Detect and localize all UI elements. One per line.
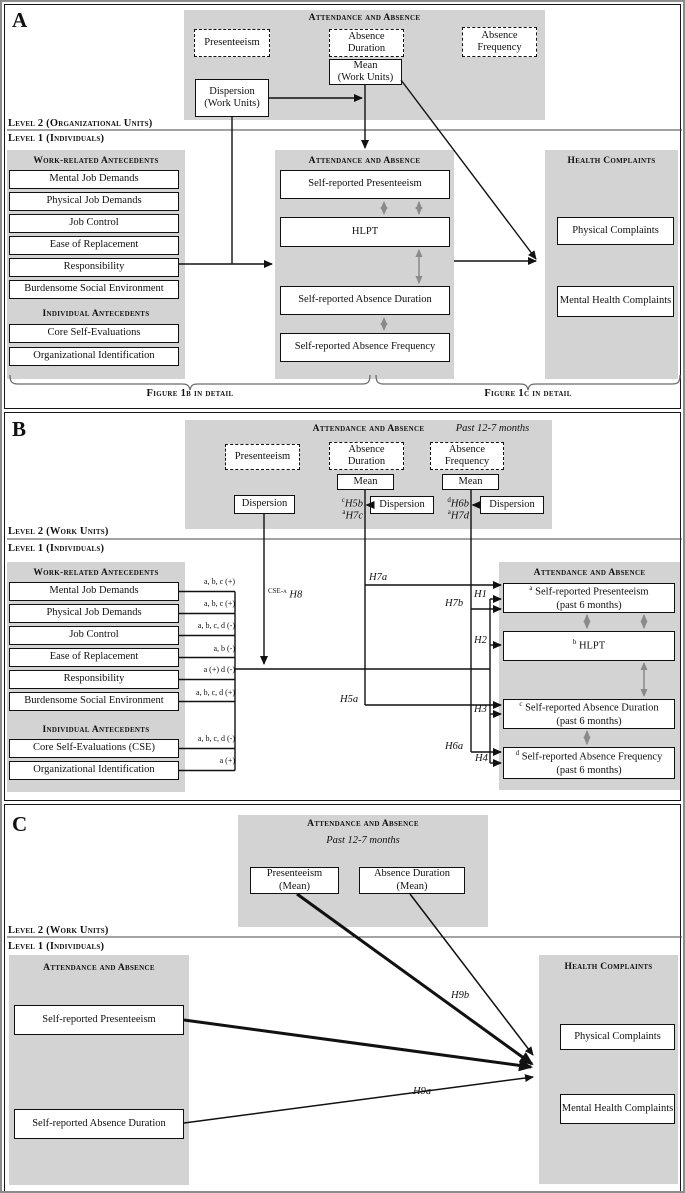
panel-a-level2-group-title: Attendance and Absence [308,13,421,23]
ease-of-replacement-box-b: Ease of Replacement [9,648,179,667]
hypothesis-h7d: $^a$H7d [447,508,469,522]
panel-b-level2-label: Level 2 (Work Units) [8,526,109,537]
hypothesis-h4: H4 [475,753,488,764]
hypothesis-h5b: $^c$H5b [341,496,363,510]
panel-c-label: C [12,812,28,836]
path-label-responsibility: a (+) d (-) [203,665,235,674]
hypothesis-h5a: H5a [340,694,359,705]
hypothesis-h6b: $^d$H6b [447,496,469,510]
physical-job-demands-box-b: Physical Job Demands [9,604,179,623]
panel-c-attendance-group [9,955,189,1185]
path-label-job-control: a, b, c, d (-) [197,621,235,630]
panel-c-attendance-title: Attendance and Absence [43,963,155,973]
physical-complaints-box-c: Physical Complaints [560,1024,675,1050]
job-control-box-b: Job Control [9,626,179,645]
job-control-box: Job Control [9,214,179,233]
hlpt-box-b: $^b$ HLPT [503,631,675,661]
core-self-evaluations-box-b: Core Self-Evaluations (CSE) [9,739,179,758]
caption-figure-1c: Figure 1c in detail [484,388,572,399]
dispersion-work-units-box: Dispersion (Work Units) [195,79,269,117]
path-label-ease: a, b (-) [213,644,235,653]
hypothesis-h7a: H7a [369,572,388,583]
panel-b-level2-title: Attendance and Absence [312,424,425,434]
panel-a-health-group [545,150,678,379]
hypothesis-h7b: H7b [445,598,464,609]
panel-c-health-group [539,955,678,1184]
health-complaints-title-c: Health Complaints [564,962,653,972]
panel-c-level2-title: Attendance and Absence [307,819,419,829]
responsibility-box: Responsibility [9,258,179,277]
absence-duration-latent-box-b: Absence Duration [329,442,404,470]
health-complaints-title: Health Complaints [567,156,656,166]
mental-job-demands-box-b: Mental Job Demands [9,582,179,601]
self-reported-absence-frequency-box-b: $^d$ Self-reported Absence Frequency (past 6 months) [503,747,675,779]
panel-a-level2-label: Level 2 (Organizational Units) [8,118,153,129]
panel-b-label: B [12,417,27,441]
self-reported-absence-frequency-box: Self-reported Absence Frequency [280,333,450,362]
absence-duration-latent-box: Absence Duration [329,29,404,57]
mean-work-units-box: Mean (Work Units) [329,59,402,85]
panel-b-time-note: Past 12-7 months [455,423,530,434]
self-reported-presenteeism-box-b: $^a$ Self-reported Presenteeism (past 6 months) [503,583,675,613]
path-label-cse: a, b, c, d (-) [197,734,235,743]
burdensome-social-environment-box: Burdensome Social Environment [9,280,179,299]
panel-c-time-note: Past 12-7 months [326,835,400,846]
panel-a-label: A [12,8,28,32]
hypothesis-h1: H1 [474,589,487,600]
dispersion-frequency-box: Dispersion [480,496,544,514]
mean-frequency-box: Mean [442,474,499,490]
hypothesis-h9b: H9b [451,990,470,1001]
presenteeism-latent-box: Presenteeism [194,29,270,57]
organizational-identification-box-b: Organizational Identification [9,761,179,780]
path-label-burdensome: a, b, c, d (+) [196,688,235,697]
presenteeism-mean-box: Presenteeism (Mean) [250,867,339,894]
work-antecedents-title-b: Work-related Antecedents [33,568,159,578]
physical-complaints-box: Physical Complaints [557,217,674,245]
burdensome-social-environment-box-b: Burdensome Social Environment [9,692,179,711]
path-label-physical: a, b, c (+) [204,599,235,608]
individual-antecedents-title-b: Individual Antecedents [42,725,150,735]
hypothesis-h8: $^{CSE-a}$ H8 [268,587,303,601]
absence-frequency-latent-box: Absence Frequency [462,27,537,57]
panel-a-attendance-title: Attendance and Absence [308,156,421,166]
panel-a-level1-label: Level 1 (Individuals) [8,133,105,144]
core-self-evaluations-box: Core Self-Evaluations [9,324,179,343]
ease-of-replacement-box: Ease of Replacement [9,236,179,255]
dispersion-duration-box: Dispersion [370,496,434,514]
physical-job-demands-box: Physical Job Demands [9,192,179,211]
organizational-identification-box: Organizational Identification [9,347,179,366]
responsibility-box-b: Responsibility [9,670,179,689]
self-reported-presenteeism-box-c: Self-reported Presenteeism [14,1005,184,1035]
self-reported-absence-duration-box-c: Self-reported Absence Duration [14,1109,184,1139]
self-reported-absence-duration-box: Self-reported Absence Duration [280,286,450,315]
path-label-mental: a, b, c (+) [204,577,235,586]
self-reported-presenteeism-box: Self-reported Presenteeism [280,170,450,199]
path-label-org-id: a (+) [219,756,235,765]
panel-c-level2-label: Level 2 (Work Units) [8,925,109,936]
panel-b-level1-label: Level 1 (Individuals) [8,543,105,554]
panel-c-level1-label: Level 1 (Individuals) [8,941,105,952]
hypothesis-h6a: H6a [445,741,464,752]
mental-health-complaints-box: Mental Health Complaints [557,286,674,317]
absence-duration-mean-box: Absence Duration (Mean) [359,867,465,894]
mean-duration-box: Mean [337,474,394,490]
hypothesis-h2: H2 [474,635,487,646]
hypothesis-h7c: $^a$H7c [342,508,363,522]
individual-antecedents-title: Individual Antecedents [42,309,150,319]
dispersion-presenteeism-box: Dispersion [234,495,295,514]
mental-health-complaints-box-c: Mental Health Complaints [560,1094,675,1124]
absence-frequency-latent-box-b: Absence Frequency [430,442,504,470]
presenteeism-latent-box-b: Presenteeism [225,444,300,470]
panel-b-attendance-title: Attendance and Absence [533,568,646,578]
self-reported-absence-duration-box-b: $^c$ Self-reported Absence Duration (past 6 months) [503,699,675,729]
caption-figure-1b: Figure 1b in detail [146,388,234,399]
hlpt-box: HLPT [280,217,450,247]
hypothesis-h3: H3 [474,704,487,715]
mental-job-demands-box: Mental Job Demands [9,170,179,189]
work-antecedents-title: Work-related Antecedents [33,156,159,166]
hypothesis-h9a: H9a [413,1086,432,1097]
